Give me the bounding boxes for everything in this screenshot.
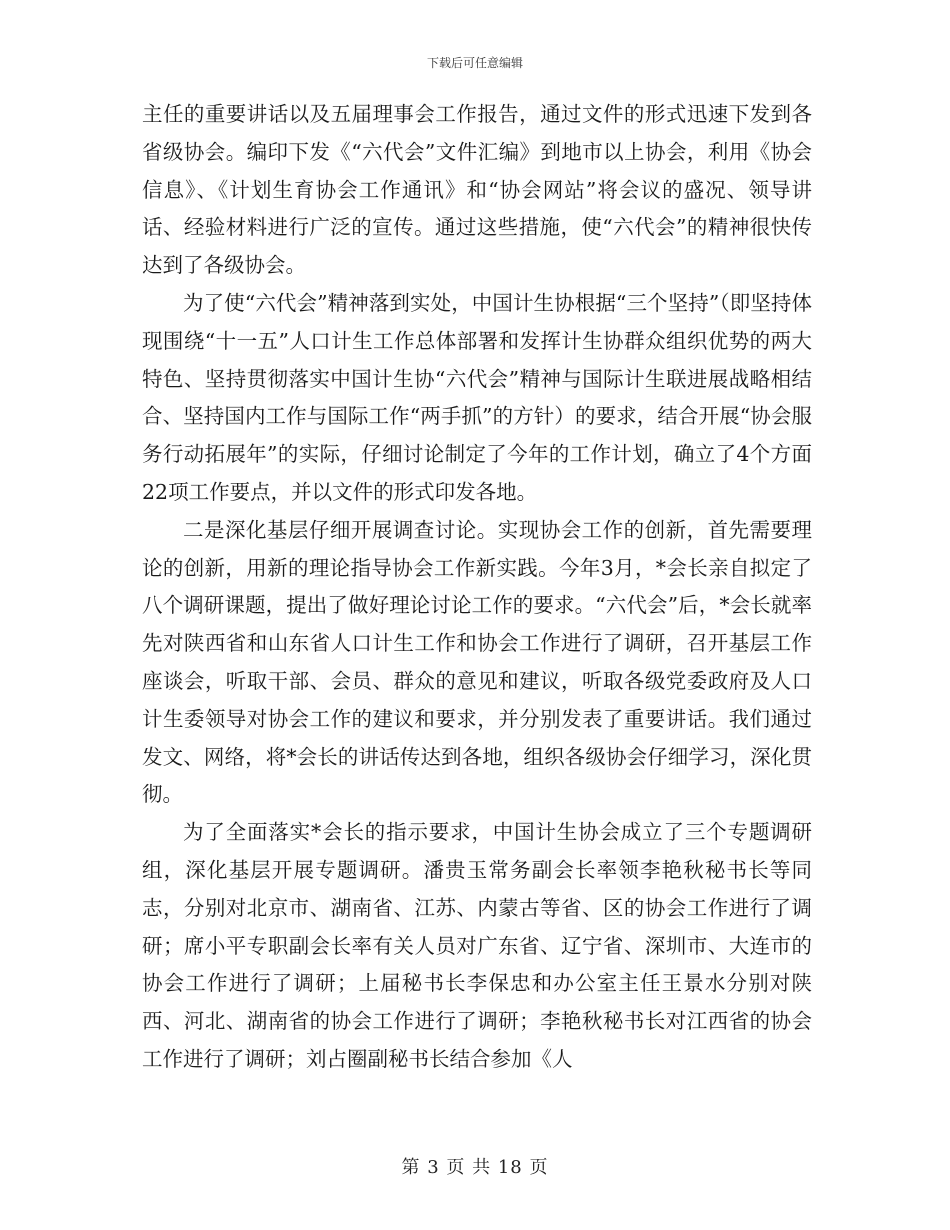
page-header-note: 下载后可任意编辑 bbox=[426, 56, 523, 70]
paragraph-4: 为了全面落实*会长的指示要求，中国计生协会成立了三个专题调研组，深化基层开展专题调研。潘贵玉常务副会长率领李艳秋秘书长等同志，分别对北京市、湖南省、江苏、内蒙古等省、区的协会工作进行了调研；席小平专职副会长率有关人员对广东省、辽宁省、深圳市、大连市的协会工作进行了调研；上届秘书长李保忠和办公室主任王景水分别对陕西、河北、湖南省的协会工作进行了调研；李艳秋秘书长对江西省的协会工作进行了调研；刘占圈副秘书长结合参加《人 bbox=[142, 820, 812, 1071]
paragraph-3: 二是深化基层仔细开展调查讨论。实现协会工作的创新，首先需要理论的创新，用新的理论指导协会工作新实践。今年3月，*会长亲自拟定了八个调研课题，提出了做好理论讨论工作的要求。“六代会”后，*会长就率先对陕西省和山东省人口计生工作和协会工作进行了调研，召开基层工作座谈会，听取干部、会员、群众的意见和建议，听取各级党委政府及人口计生委领导对协会工作的建议和要求，并分别发表了重要讲话。我们通过发文、网络，将*会长的讲话传达到各地，组织各级协会仔细学习，深化贯彻。 bbox=[142, 517, 812, 807]
paragraph-1: 主任的重要讲话以及五届理事会工作报告，通过文件的形式迅速下发到各省级协会。编印下发《“六代会”文件汇编》到地市以上协会，利用《协会信息》、《计划生育协会工作通讯》和“协会网站”将会议的盛况、领导讲话、经验材料进行广泛的宣传。通过这些措施，使“六代会”的精神很快传达到了各级协会。 bbox=[142, 102, 812, 278]
page-number: 第 3 页 共 18 页 bbox=[401, 1157, 549, 1178]
document-body bbox=[142, 96, 812, 1079]
paragraph-2: 为了使“六代会”精神落到实处，中国计生协根据“三个坚持”（即坚持体现围绕“十一五”人口计生工作总体部署和发挥计生协群众组织优势的两大特色、坚持贯彻落实中国计生协“六代会”精神与国际计生联进展战略相结合、坚持国内工作与国际工作“两手抓”的方针）的要求，结合开展“协会服务行动拓展年”的实际，仔细讨论制定了今年的工作计划，确立了4个方面22项工作要点，并以文件的形式印发各地。 bbox=[142, 290, 812, 504]
